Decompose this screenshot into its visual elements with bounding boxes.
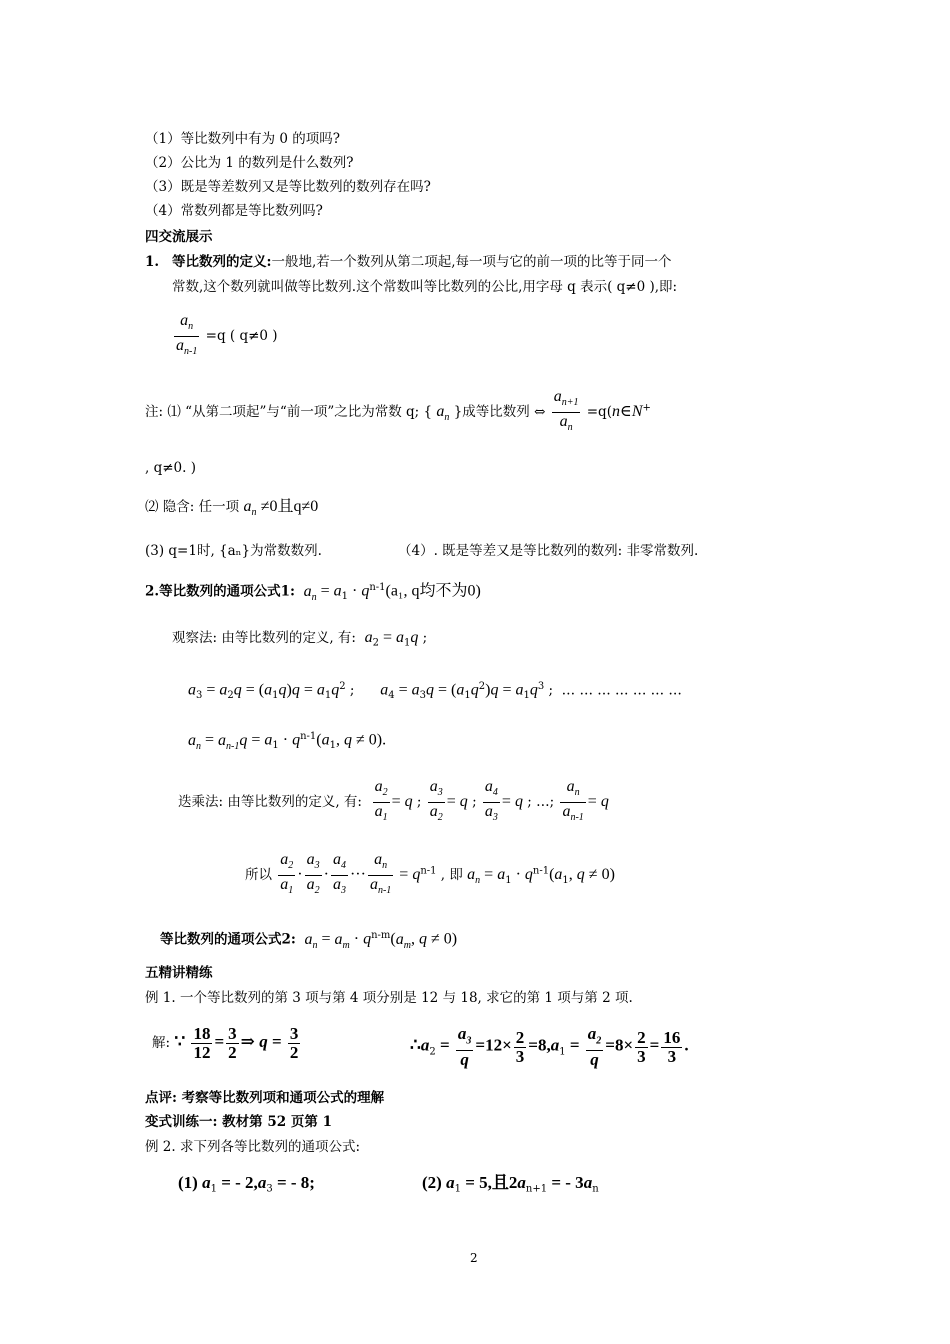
question-2: （2）公比为 1 的数列是什么数列? [145, 155, 354, 171]
section-5-title: 五精讲精练 [145, 965, 213, 981]
note-4: （4）. 既是等差又是等比数列的数列: 非零常数列. [398, 543, 699, 559]
definition-title: 等比数列的定义: [171, 254, 272, 270]
example-1-text: 例 1. 一个等比数列的第 3 项与第 4 项分别是 12 与 18, 求它的第 1 项与第 2 项. [145, 990, 633, 1006]
general-formula-2: 等比数列的通项公式2: $a_n = a_m \cdot q^{n-m}(a_m$, q ≠ 0) [160, 930, 458, 951]
example-2-text: 例 2. 求下列各等比数列的通项公式: [145, 1139, 361, 1155]
note-2: ⑵ 隐含: 任一项 $a_n \ne 0$且q≠0 [145, 498, 319, 519]
observation-step-2: $a_3 = a_2q = (a_1q)q = a_1q^2$ ; $a_4 = a_3q = (a_1q^2)q = a_1q^3$ ; … … … … … … … [188, 681, 682, 702]
definition-line-1: 1. 等比数列的定义:一般地,若一个数列从第二项起,每一项与它的前一项的比等于同一个 [145, 254, 672, 270]
page-number: 2 [470, 1251, 478, 1265]
example-2-part-2: (2) $a_1 = 5$,且$2a_{n+1}$ = - $3a_n$ [422, 1173, 599, 1195]
question-1: （1）等比数列中有为 0 的项吗? [145, 131, 340, 147]
note-1: 注: ⑴ “从第二项起”与“前一项”之比为常数 q; { $a_n$ }成等比数列 ⇔ $\frac{a_{n+1}}{a_n}$ =q(n∈N+ [145, 388, 651, 434]
question-3: （3）既是等差数列又是等比数列的数列存在吗? [145, 179, 431, 195]
multiplication-result: 所以 $\frac{a_2}{a_1}$ · $\frac{a_3}{a_2}$ · $\frac{a_4}{a_3}$ ··· $\frac{a_n}{a_{n-1}}$ = $q^{n-1}$ , 即 $a_n = a_1 \cdot q^{n-1}(a_1$, q ≠ 0) [245, 851, 615, 897]
practice: 变式训练一: 教材第 52 页第 1 [145, 1114, 332, 1130]
example-2-part-1: (1) $a_1$ = - $2,a_3$ = - 8; [178, 1173, 315, 1195]
definition-line-2: 常数,这个数列就叫做等比数列.这个常数叫等比数列的公比,用字母 q 表示( q≠0 ),即: [172, 279, 678, 295]
multiplication-method: 迭乘法: 由等比数列的定义, 有: $\frac{a_2}{a_1}$ = q ; $\frac{a_3}{a_2}$ = q ; $\frac{a_4}{a_3}$ = q ; …; $\frac{a_n}{a_{n-1}}$ = q [178, 778, 609, 824]
example-1-solution: 解: ∵ $\frac{18}{12}$ = $\frac{3}{2}$ ⇒ q = $\frac{3}{2}$ [152, 1024, 299, 1062]
note-3: (3) q=1时, {aₙ}为常数数列. [145, 543, 322, 559]
comment: 点评: 考察等比数列项和通项公式的理解 [145, 1090, 385, 1106]
observation-step-3: $a_n = a_{n-1}q = a_1 \cdot q^{n-1}(a_1$, q ≠ 0). [188, 731, 387, 752]
example-1-solution-cont: $\therefore a_2$ = $\frac{a_3}{q}$ =12× $\frac{2}{3}$ $=8,a_1$ = $\frac{a_2}{q}$ =8× $\frac{2}{3}$ = $\frac{16}{3}$ . [410, 1024, 689, 1070]
question-4: （4）常数列都是等比数列吗? [145, 203, 323, 219]
note-1-cont: , q≠0. ) [145, 460, 196, 476]
section-4-title: 四交流展示 [145, 229, 213, 245]
general-formula-1: 2.等比数列的通项公式1: $a_n = a_1 \cdot q^{n-1}(a_1$, q均不为0) [145, 582, 481, 603]
definition-formula: $\frac{a_n}{a_{n-1}}$ =q ( q≠0 ) [176, 312, 278, 358]
observation-method: 观察法: 由等比数列的定义, 有: $a_2 = a_1q$ ; [172, 629, 428, 649]
